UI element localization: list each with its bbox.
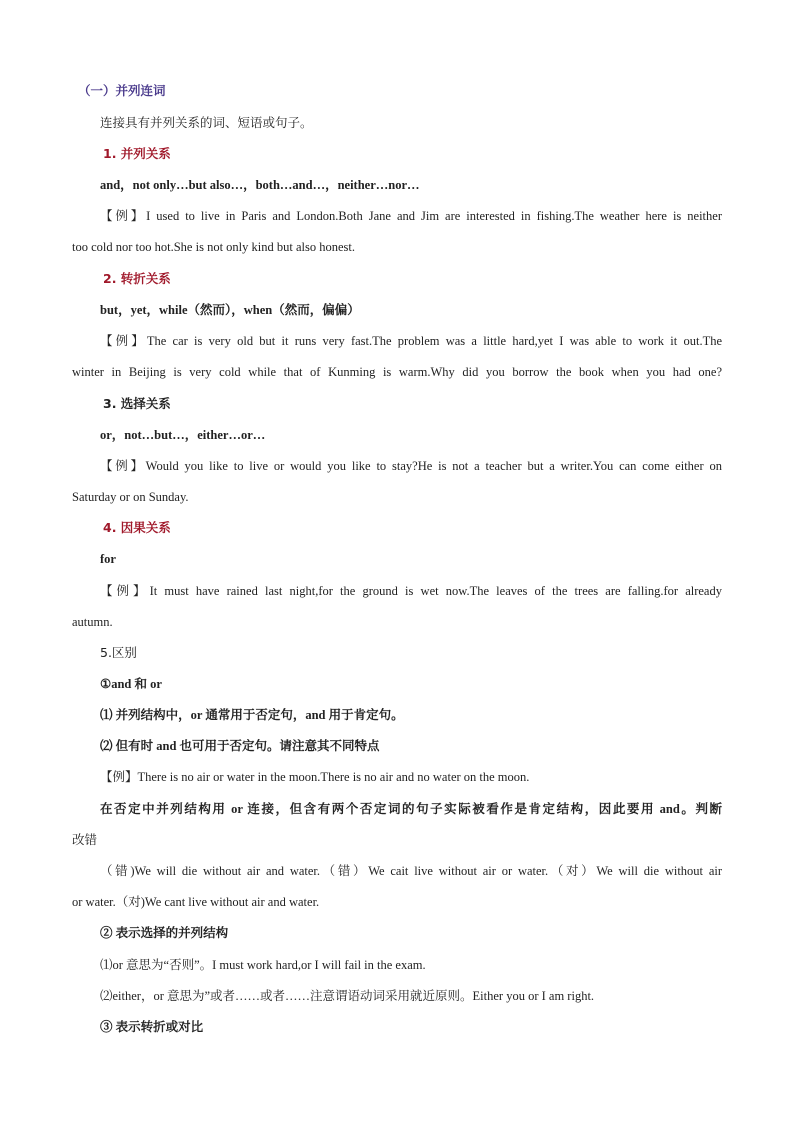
heading-difference: 5.区别 bbox=[100, 645, 137, 660]
choice-point-2: ⑵either，or 意思为”或者……或者……注意谓语动词采用就近原则。Either you or I am right. bbox=[100, 989, 595, 1003]
example-coordinate-line1: 【例】I used to live in Paris and London.Both Jane and Jim are interested in fishing.The weather here is neither bbox=[100, 209, 722, 223]
correction-line1: （错)We will die without air and water.（错）We cait live without air or water.（对）We will die without air bbox=[100, 864, 722, 878]
section-title: （一）并列连词 bbox=[78, 83, 166, 98]
point-2: ⑵ 但有时 and 也可用于否定句。请注意其不同特点 bbox=[100, 739, 380, 753]
example-cause-line1: 【例】It must have rained last night,for the ground is wet now.The leaves of the trees are falling.for already bbox=[100, 584, 722, 598]
example-choice-line1: 【例】Would you like to live or would you like to stay?He is not a teacher but a writer.You can come either on bbox=[100, 459, 722, 473]
note-line2: 改错 bbox=[72, 833, 98, 847]
note-line1: 在否定中并列结构用 or 连接，但含有两个否定词的句子实际被看作是肯定结构，因此要用 and。判断 bbox=[100, 802, 722, 816]
example-cause-line2: autumn. bbox=[72, 615, 113, 629]
example-coordinate-line2: too cold nor too hot.She is not only kind but also honest. bbox=[72, 240, 355, 254]
words-coordinate: and，not only…but also…，both…and…，neither…nor… bbox=[100, 178, 420, 192]
example-contrast-line2: winter in Beijing is very cold while that of Kunming is warm.Why did you borrow the book when you had one? bbox=[72, 365, 722, 379]
section-intro: 连接具有并列关系的词、短语或句子。 bbox=[100, 116, 313, 130]
choice-point-1: ⑴or 意思为“否则”。I must work hard,or I will fail in the exam. bbox=[100, 958, 426, 972]
sub-contrast-structure: ③ 表示转折或对比 bbox=[100, 1020, 204, 1034]
correction-line2: or water.（对)We cant live without air and water. bbox=[72, 895, 320, 909]
words-cause: for bbox=[100, 552, 116, 566]
example-choice-line2: Saturday or on Sunday. bbox=[72, 490, 189, 504]
sub-and-or: ①and 和 or bbox=[100, 677, 162, 691]
point-1: ⑴ 并列结构中，or 通常用于否定句，and 用于肯定句。 bbox=[100, 708, 404, 722]
words-choice: or，not…but…，either…or… bbox=[100, 428, 266, 442]
heading-contrast: 2. 转折关系 bbox=[103, 271, 171, 286]
heading-choice: 3. 选择关系 bbox=[103, 396, 171, 411]
sub-choice-structure: ② 表示选择的并列结构 bbox=[100, 926, 229, 940]
example-contrast-line1: 【例】The car is very old but it runs very fast.The problem was a little hard,yet I was able to work it out.The bbox=[100, 334, 722, 348]
words-contrast: but，yet，while（然而），when（然而，偏偏） bbox=[100, 303, 360, 317]
heading-cause: 4. 因果关系 bbox=[103, 520, 171, 535]
example-difference: 【例】There is no air or water in the moon.There is no air and no water on the moon. bbox=[100, 770, 530, 784]
heading-coordinate: 1. 并列关系 bbox=[103, 146, 171, 161]
